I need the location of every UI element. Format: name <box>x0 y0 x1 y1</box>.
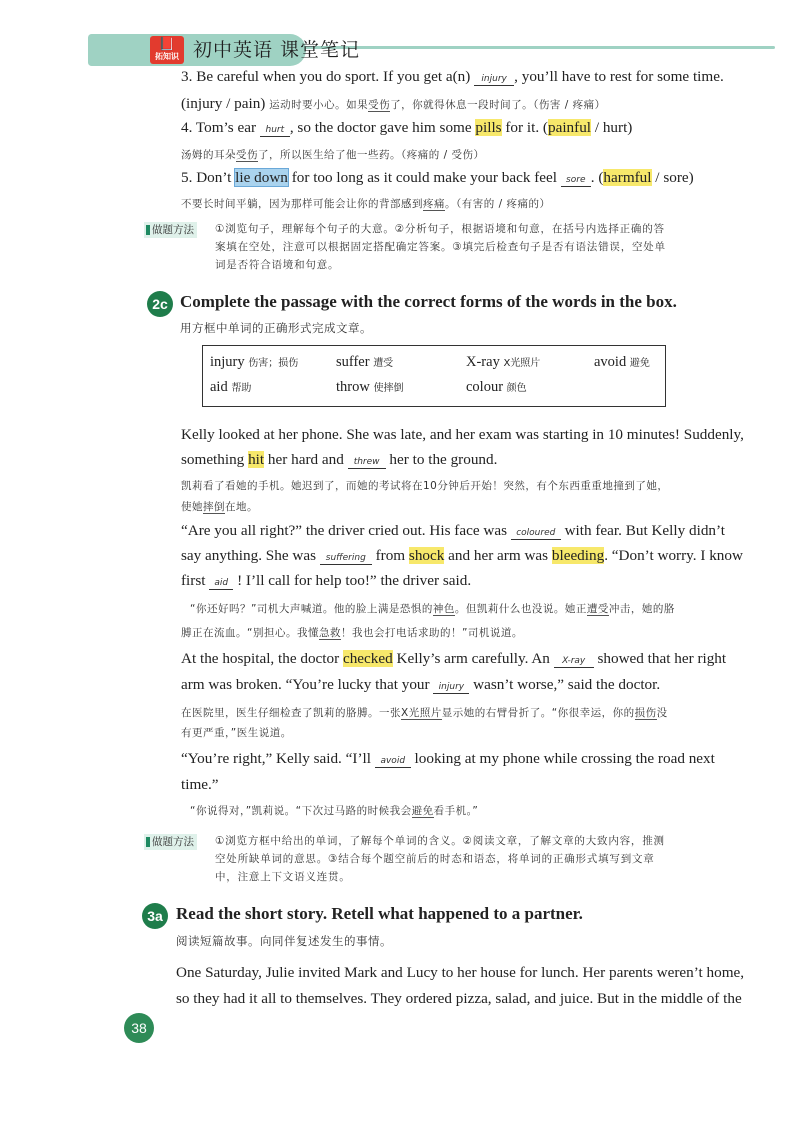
method-tip-text: ①浏览句子，理解每个句子的大意。②分析句子，根据语境和句意，在括号内选择正确的答 案填在空处，注意可以根据固定搭配确定答案。③填完后检查句子是否有语法错误，空处单 词是否符合语境和句意。 <box>215 223 666 271</box>
question-5: 5. Don’t lie down for too long as it could make your back feel sore . (harmful / sore) <box>181 169 694 186</box>
word-box-item: suffer 遭受 <box>336 354 394 370</box>
passage-translation: “你还好吗？”司机大声喊道。他的脸上满是恐惧的神色。但凯莉什么也没说。她正遭受冲击，她的胳 <box>190 603 675 615</box>
method-tip-label: 做题方法 <box>144 222 197 238</box>
answer-blank: suffering <box>320 552 372 565</box>
answer-blank: aid <box>209 577 233 590</box>
passage-translation: 凯莉看了看她的手机。她迟到了，而她的考试将在10分钟后开始！突然，有个东西重重地撞到了她， <box>181 480 669 492</box>
page-header-title: 初中英语 课堂笔记 <box>193 39 361 61</box>
tip-marker-icon <box>146 225 150 235</box>
passage-line: “You’re right,” Kelly said. “I’ll avoid looking at my phone while crossing the road next <box>181 750 715 767</box>
question-3: 3. Be careful when you do sport. If you get a(n) injury , you’ll have to rest for some time. <box>181 68 724 85</box>
passage-line: At the hospital, the doctor checked Kelly’s arm carefully. An X-ray showed that her right <box>181 650 727 667</box>
header-rule <box>300 46 775 49</box>
passage-line: first aid ! I’ll call for help too!” the driver said. <box>181 572 472 589</box>
passage-line: time.” <box>181 776 219 793</box>
answer-blank: avoid <box>375 755 411 768</box>
answer-blank: X-ray <box>554 655 594 668</box>
section-subtitle-2c: 用方框中单词的正确形式完成文章。 <box>180 321 372 335</box>
passage-line: arm was broken. “You’re lucky that your injury wasn’t worse,” said the doctor. <box>181 676 661 693</box>
book-icon: 📕 <box>158 37 176 52</box>
word-box-item: avoid 避免 <box>594 354 650 370</box>
section-title-2c: Complete the passage with the correct forms of the words in the box. <box>180 292 677 311</box>
story-line: so they had it all to themselves. They ordered pizza, salad, and juice. But in the middle of the <box>176 990 742 1007</box>
section-title-3a: Read the short story. Retell what happened to a partner. <box>176 904 583 923</box>
question-5-translation: 不要长时间平躺，因为那样可能会让你的背部感到疼痛。（有害的 / 疼痛的） <box>181 198 551 210</box>
passage-translation: “你说得对，”凯莉说。“下次过马路的时候我会避免看手机。” <box>190 805 479 817</box>
passage-line: say anything. She was suffering from shock and her arm was bleeding. “Don’t worry. I know <box>181 547 743 564</box>
answer-blank: injury <box>474 73 514 86</box>
question-4-translation: 汤姆的耳朵受伤了，所以医生给了他一些药。（疼痛的 / 受伤） <box>181 149 485 161</box>
section-subtitle-3a: 阅读短篇故事。向同伴复述发生的事情。 <box>176 934 392 948</box>
passage-translation: 膊正在流血。“别担心。我懂急救！我也会打电话求助的！”司机说道。 <box>181 627 523 639</box>
question-4: 4. Tom’s ear hurt , so the doctor gave him some pills for it. (painful / hurt) <box>181 119 633 136</box>
passage-line: something hit her hard and threw her to the ground. <box>181 451 498 468</box>
passage-translation: 在医院里，医生仔细检查了凯莉的胳膊。一张X光照片显示她的右臂骨折了。“你很幸运，你的损伤没 <box>181 707 668 719</box>
passage-line: Kelly looked at her phone. She was late, and her exam was starting in 10 minutes! Suddenly, <box>181 426 744 443</box>
passage-translation: 有更严重，”医生说道。 <box>181 727 292 739</box>
passage-line: “Are you all right?” the driver cried out. His face was coloured with fear. But Kelly didn’t <box>181 522 726 539</box>
page-number: 38 <box>124 1013 154 1043</box>
answer-blank: coloured <box>511 527 561 540</box>
book-logo: 📕 拓知识 <box>150 36 184 64</box>
section-badge-2c: 2c <box>147 291 173 317</box>
word-box-item: throw 使摔倒 <box>336 379 404 395</box>
word-box-item: X-ray X光照片 <box>466 354 541 370</box>
answer-blank: injury <box>433 681 469 694</box>
story-line: One Saturday, Julie invited Mark and Lucy to her house for lunch. Her parents weren’t home, <box>176 964 745 981</box>
question-3-translation: (injury / pain) 运动时要小心。如果受伤了，你就得休息一段时间了。（伤害 / 疼痛） <box>181 95 606 112</box>
passage-translation: 使她摔倒在地。 <box>181 501 258 513</box>
word-box-item: colour 颜色 <box>466 379 527 395</box>
answer-blank: sore <box>561 174 591 187</box>
answer-blank: threw <box>348 456 386 469</box>
section-badge-3a: 3a <box>142 903 168 929</box>
method-tip-label: 做题方法 <box>144 834 197 850</box>
answer-blank: hurt <box>260 124 290 137</box>
tip-marker-icon <box>146 837 150 847</box>
word-box-item: aid 帮助 <box>210 379 252 395</box>
word-box-item: injury 伤害；损伤 <box>210 354 299 370</box>
method-tip-text: ①浏览方框中给出的单词，了解每个单词的含义。②阅读文章，了解文章的大致内容，推测 空处所缺单词的意思。③结合每个题空前后的时态和语态，将单词的正确形式填写到文章 中，注意上下文语义连贯。 <box>215 835 665 883</box>
